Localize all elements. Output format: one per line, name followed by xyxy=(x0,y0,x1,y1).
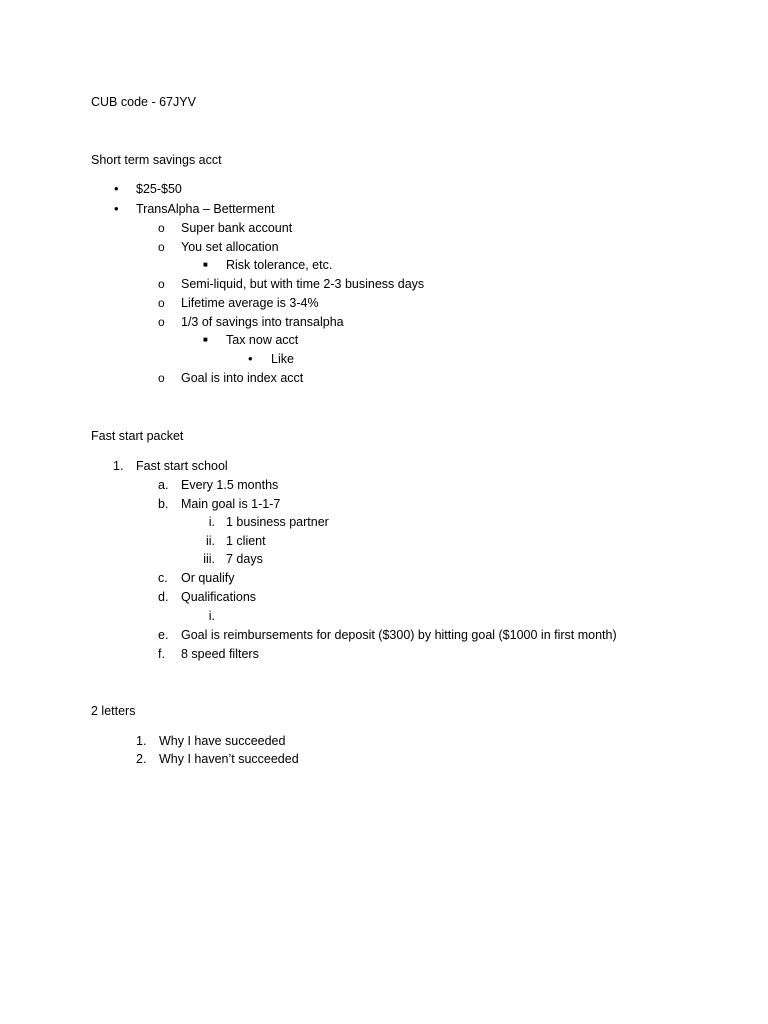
square-marker: ■ xyxy=(203,335,208,344)
list-item-super-bank: Super bank account xyxy=(181,221,293,235)
list-item-risk: Risk tolerance, etc. xyxy=(226,258,333,272)
list-item-every: Every 1.5 months xyxy=(181,478,279,492)
list-item-partner: 1 business partner xyxy=(226,515,329,529)
cub-code-heading: CUB code - 67JYV xyxy=(91,95,196,109)
list-item-third: 1/3 of savings into transalpha xyxy=(181,315,344,329)
fast-start-heading: Fast start packet xyxy=(91,429,184,443)
list-item-goal-index: Goal is into index acct xyxy=(181,371,304,385)
list-item-tax-now: Tax now acct xyxy=(226,333,299,347)
circle-marker: o xyxy=(158,240,165,254)
number-marker: 2. xyxy=(136,752,147,766)
list-item-semi-liquid: Semi-liquid, but with time 2-3 business days xyxy=(181,277,425,291)
letters-heading: 2 letters xyxy=(91,704,136,718)
list-item-like: Like xyxy=(271,352,294,366)
roman-marker: iii. xyxy=(203,552,215,566)
savings-heading: Short term savings acct xyxy=(91,153,222,167)
letter-marker: b. xyxy=(158,497,169,511)
list-item-succeeded: Why I have succeeded xyxy=(159,734,286,748)
roman-marker: i. xyxy=(208,609,215,623)
list-item-allocation: You set allocation xyxy=(181,240,279,254)
letter-marker: e. xyxy=(158,628,169,642)
bullet-marker: • xyxy=(114,181,119,196)
letter-marker: c. xyxy=(158,571,168,585)
circle-marker: o xyxy=(158,277,165,291)
circle-marker: o xyxy=(158,221,165,235)
number-marker: 1. xyxy=(136,734,147,748)
list-item-client: 1 client xyxy=(226,534,266,548)
list-item-qualify: Or qualify xyxy=(181,571,235,585)
list-item-qualifications: Qualifications xyxy=(181,590,257,604)
circle-marker: o xyxy=(158,315,165,329)
list-item-range: $25-$50 xyxy=(136,182,182,196)
list-item-school: Fast start school xyxy=(136,459,228,473)
square-marker: ■ xyxy=(203,260,208,269)
list-item-main-goal: Main goal is 1-1-7 xyxy=(181,497,281,511)
list-item-reimburse: Goal is reimbursements for deposit ($300) by hitting goal ($1000 in first month) xyxy=(181,628,617,642)
list-item-filters: 8 speed filters xyxy=(181,647,259,661)
list-item-transalpha: TransAlpha – Betterment xyxy=(136,202,275,216)
list-item-days: 7 days xyxy=(226,552,263,566)
circle-marker: o xyxy=(158,371,165,385)
bullet-marker: • xyxy=(114,201,119,216)
number-marker: 1. xyxy=(113,459,124,473)
letter-marker: a. xyxy=(158,478,169,492)
roman-marker: i. xyxy=(208,515,215,529)
bullet-marker: • xyxy=(248,351,253,366)
list-item-not-succeeded: Why I haven’t succeeded xyxy=(159,752,299,766)
roman-marker: ii. xyxy=(205,534,215,548)
circle-marker: o xyxy=(158,296,165,310)
letter-marker: d. xyxy=(158,590,169,604)
letter-marker: f. xyxy=(158,647,165,661)
list-item-lifetime: Lifetime average is 3-4% xyxy=(181,296,319,310)
